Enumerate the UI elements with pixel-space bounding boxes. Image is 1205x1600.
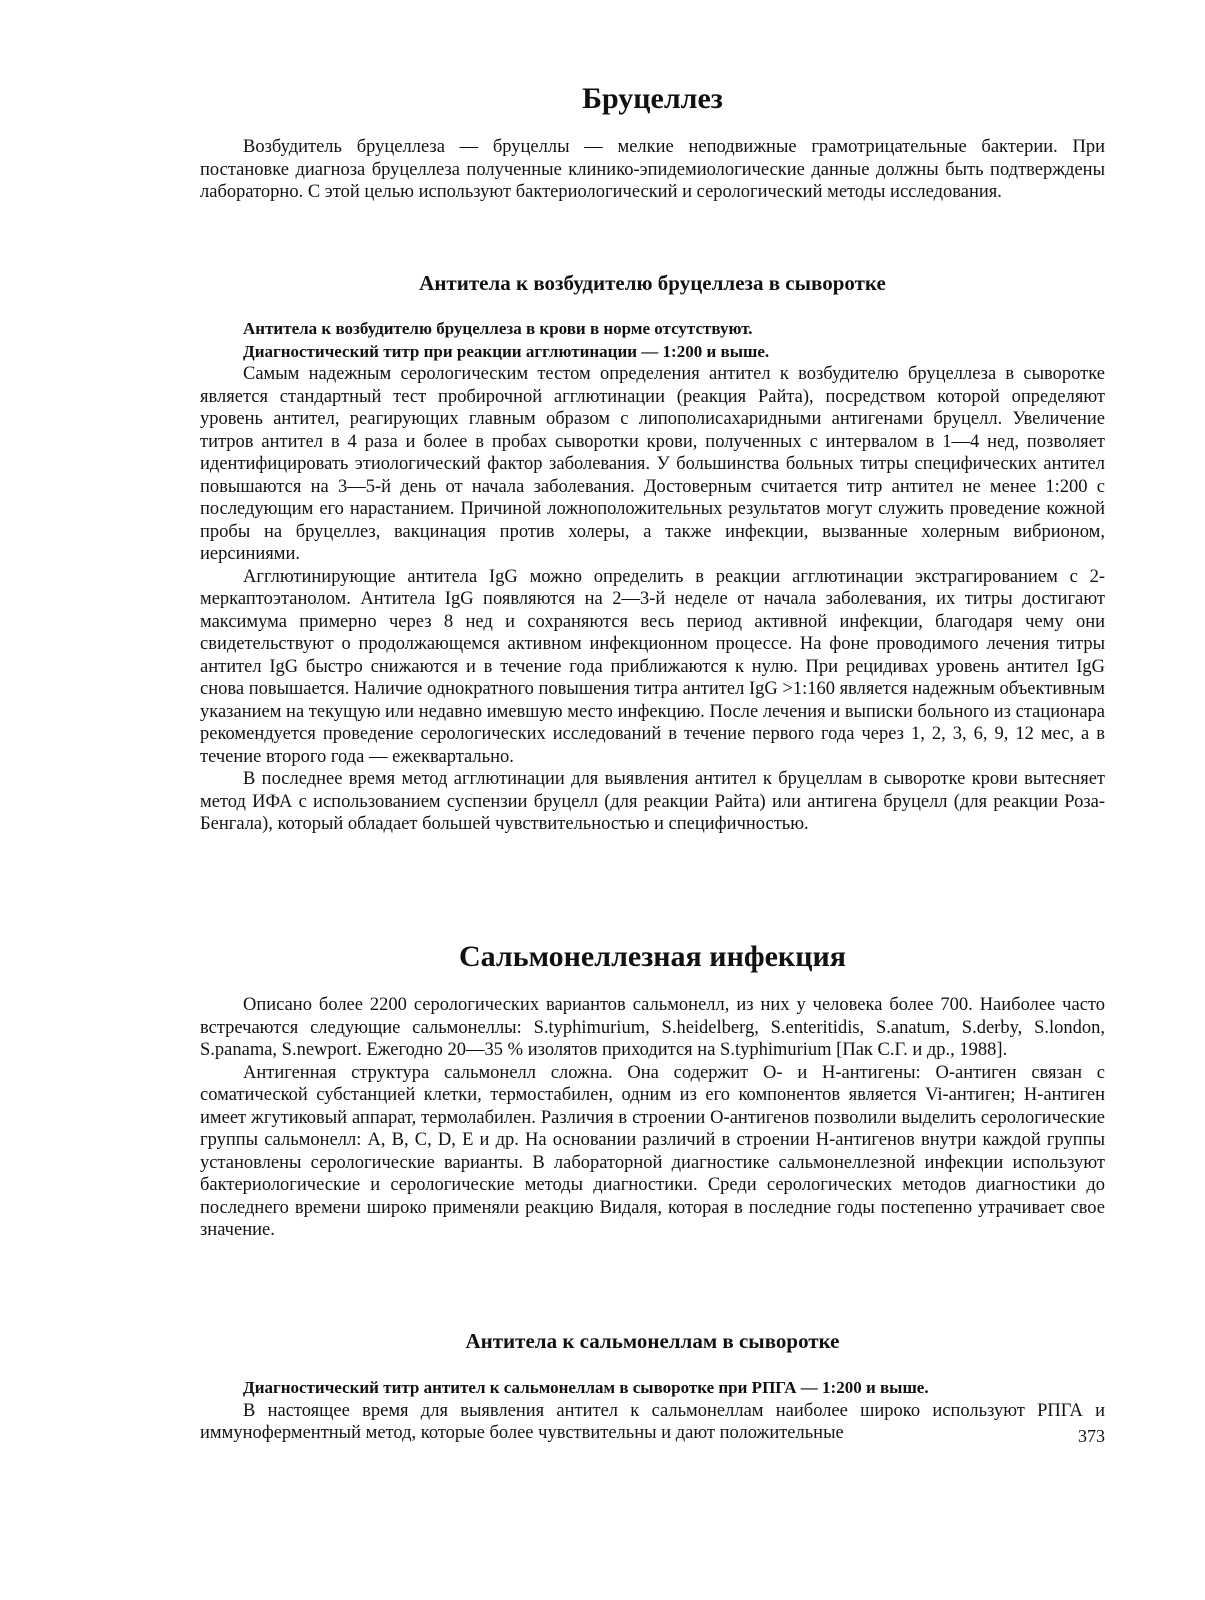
brucellosis-intro [200,136,1105,204]
paragraph: Описано более 2200 серологических вариантов сальмонелл, из них у человека более 700. Наиболее часто встречаются следующие сальмонеллы: S.typhimurium, S.heidelberg, S.enteritidis, S.anatum, S.derby, S.london, S.panama, S.newport. Ежегодно 20—35 % изолятов приходится на S.typhimurium [Пак С.Г. и др., 1988]. [200,995,1105,1060]
paragraph: В настоящее время для выявления антител к сальмонеллам наиболее широко используют РПГА и иммуноферментный метод, которые более чувствительны и дают положительные [200,1400,1105,1443]
brucellosis-antibodies-body [200,318,1105,836]
page-number: 373 [1078,1426,1105,1446]
diagnostic-titer-statement: Диагностический титр антител к сальмонеллам в сыворотке при РПГА — 1:200 и выше. [243,1378,929,1397]
diagnostic-titer-statement: Диагностический титр при реакции агглютинации — 1:200 и выше. [243,341,770,361]
paragraph: Антигенная структура сальмонелл сложна. Она содержит О- и Н-антигены: О-антиген связан с соматической субстанцией клетки, термостабилен, одним из его компонентов является Vi-антиген; Н-антиген имеет жгутиковый аппарат, термолабилен. Различия в строении О-антигенов позволили выделить серологические группы сальмонелл: А, В, С, D, Е и др. На основании различий в строении Н-антигенов внутри каждой группы установлены серологические варианты. В лабораторной диагностике сальмонеллезной инфекции используют бактериологические и серологические методы диагностики. Среди серологических методов диагностики до последнего времени широко применяли реакцию Видаля, которая в последние годы постепенно утрачивает свое значение. [200,1062,1105,1240]
subsection-title-salmonella-antibodies: Антитела к сальмонеллам в сыворотке [465,1329,840,1353]
salmonella-antibodies-body [200,1377,1105,1445]
norm-statement: Антитела к возбудителю бруцеллеза в крови в норме отсутствуют. [243,319,753,338]
subsection-title-brucella-antibodies: Антитела к возбудителю бруцеллеза в сыворотке [419,271,886,295]
paragraph: Возбудитель бруцеллеза — бруцеллы — мелкие неподвижные грамотрицательные бактерии. При постановке диагноза бруцеллеза полученные клинико-эпидемиологические данные должны быть подтверждены лабораторно. С этой целью используют бактериологический и серологический методы исследования. [200,137,1105,202]
paragraph: В последнее время метод агглютинации для выявления антител к бруцеллам в сыворотке крови вытесняет метод ИФА с использованием суспензии бруцелл (для реакции Райта) или антигена бруцелл (для реакции Роза-Бенгала), который обладает большей чувствительностью и специфичностью. [200,769,1105,834]
paragraph: Агглютинирующие антитела IgG можно определить в реакции агглютинации экстрагированием с 2-меркаптоэтанолом. Антитела IgG появляются на 2—3-й неделе от начала заболевания, их титры достигают максимума примерно через 8 нед и сохраняются весь период активной инфекции, благодаря чему они свидетельствуют о продолжающемся активном инфекционном процессе. На фоне проводимого лечения титры антител IgG быстро снижаются и в течение года приближаются к нулю. При рецидивах уровень антител IgG снова повышается. Наличие однократного повышения титра антител IgG >1:160 является надежным объективным указанием на текущую или недавно имевшую место инфекцию. После лечения и выписки больного из стационара рекомендуется проведение серологических исследований в течение первого года через 1, 2, 3, 6, 9, 12 мес, а в течение второго года — ежеквартально. [200,566,1105,767]
section-title-brucellosis: Бруцеллез [582,82,723,115]
section-title-salmonellosis: Сальмонеллезная инфекция [458,940,847,973]
salmonellosis-body [200,994,1105,1242]
paragraph: Самым надежным серологическим тестом определения антител к возбудителю бруцеллеза в сыворотке является стандартный тест пробирочной агглютинации (реакция Райта), посредством которой определяют уровень антител, реагирующих главным образом с липополисахаридными антигенами бруцелл. Увеличение титров антител в 4 раза и более в пробах сыворотки крови, полученных с интервалом в 1—4 нед, позволяет идентифицировать этиологический фактор заболевания. У большинства больных титры специфических антител повышаются на 3—5-й день от начала заболевания. Достоверным считается титр антител не менее 1:200 с последующим его нарастанием. Причиной ложноположительных результатов могут служить проведение кожной пробы на бруцеллез, вакцинация против холеры, а также инфекции, вызванные холерным вибрионом, иерсиниями. [200,364,1105,564]
